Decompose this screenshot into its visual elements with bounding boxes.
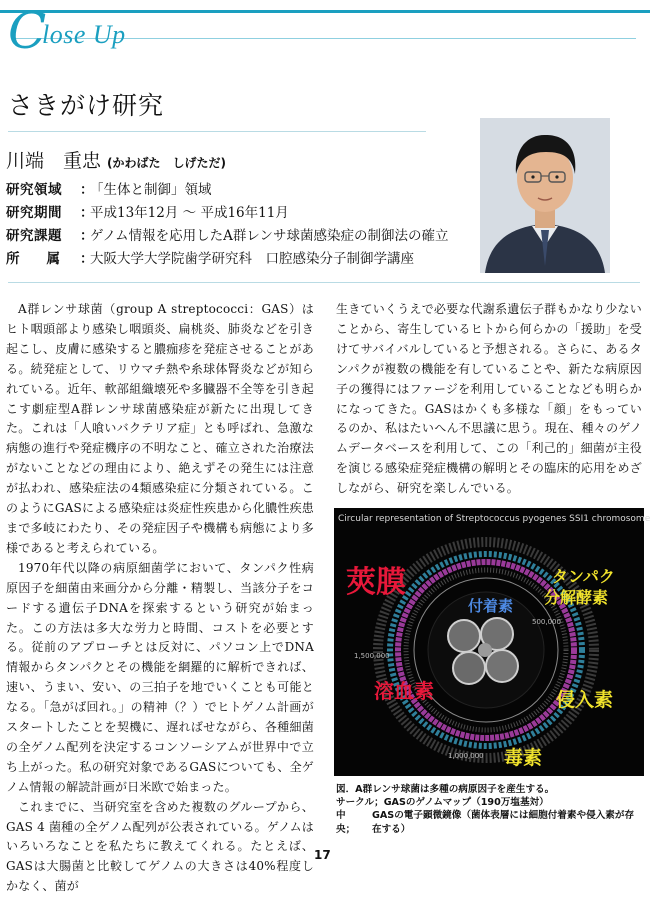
close-up-logo: [8, 2, 208, 60]
figure-top-text: Circular representation of Streptococcus pyogenes SSI1 chromosome: [338, 514, 650, 524]
research-field-row: [6, 179, 476, 202]
affiliation-label: 所 属: [6, 251, 60, 267]
tick-label: 1,000,000: [448, 752, 484, 760]
genome-map-figure: [334, 508, 650, 776]
research-topic-label: 研究課題: [6, 228, 62, 244]
caption-circle-label: サークル；: [336, 797, 384, 809]
body-rule: [8, 282, 640, 283]
label-protease-line1: タンパク: [552, 567, 615, 586]
colon: ：: [80, 251, 94, 267]
figure-caption: [336, 783, 642, 836]
article-left-column: [6, 300, 314, 897]
label-capsule: 莢膜: [346, 565, 406, 600]
colon: ：: [80, 182, 94, 198]
researcher-profile: [6, 146, 476, 271]
researcher-name: 川端 重忠: [6, 150, 102, 172]
article-paragraph: これまでに、当研究室を含めた複数のグループから、GAS 4 菌種の全ゲノム配列が公表されている。ゲノムはいろいろなことを私たちに教えてくれる。たとえば、GASは大腸菌と比較してゲノムの大きさは40%程度しかなく、菌が: [6, 799, 314, 894]
caption-center-row: [336, 809, 642, 835]
article-paragraph: 1970年代以降の病原細菌学において、タンパク性病原因子を細菌由来画分から分離・精製し、当該分子をコードする遺伝子DNAを探索するという研究が始まった。この方法は多大な労力と時間、コストを必要とする。従前のアプローチとは反対に、パソコン上でDNA情報からタンパクとその機能を網羅的に解析できれば、速い、うまい、安い、の三拍子を地でいくことも可能となる。「急がば回れ。」の精神（？）でヒトゲノム計画がスタートしたことを契機に、遅ればせながら、各種細菌の全ゲノム配列を決定するコンソーシアムが世界中で立ち上がった。私の研究対象であるGASについても、全ゲノム情報の解読計画が日米欧で始まった。: [6, 560, 314, 794]
caption-center-text: GASの電子顕微鏡像（菌体表層には細胞付着素や侵入素が存在する）: [372, 810, 635, 835]
label-protease-line2: 分解酵素: [544, 588, 609, 607]
logo-rest: lose Up: [42, 20, 126, 49]
portrait-illustration: [480, 118, 610, 273]
label-hemolysin: 溶血素: [374, 679, 434, 703]
research-topic-value: ゲノム情報を応用したA群レンサ球菌感染症の制御法の確立: [90, 228, 449, 244]
logo-initial: C: [8, 2, 47, 60]
caption-circle-text: GASのゲノムマップ（190万塩基対）: [383, 797, 549, 809]
colon: ：: [80, 228, 94, 244]
researcher-name-reading: (かわばた しげただ): [107, 156, 226, 170]
label-adhesin: 付着素: [468, 597, 514, 615]
research-field-label: 研究領域: [6, 182, 62, 198]
article-right-column: [336, 300, 642, 499]
researcher-photo: [480, 118, 610, 273]
affiliation-row: [6, 248, 476, 271]
caption-circle-row: [336, 796, 642, 809]
label-invasin: 侵入素: [556, 689, 614, 711]
tick-label: 500,000: [532, 618, 561, 626]
genome-map-graphic: [334, 508, 650, 776]
researcher-name-line: [6, 146, 476, 173]
title-rule: [8, 131, 426, 132]
label-toxin: 毒素: [504, 747, 543, 769]
article-paragraph: A群レンサ球菌（group A streptococci：GAS）はヒト咽頭部より感染し咽頭炎、扁桃炎、肺炎などを引き起こし、皮膚に感染すると膿痂疹を発症させることがある。続発症として、リウマチ熱や糸球体腎炎などが知られている。近年、軟部組織壊死や多臓器不全等を引き起こす劇症型A群レンサ球菌感染症が新たに出現してきた。これは「人喰いバクテリア症」とも呼ばれ、急激な病態の進行や発症機序の不明なこと、確立された治療法がないことなどの理由により、絶えずその発生には注意が払われ、感染症法の4類感染症に分類されている。このようにGASによる感染症は炎症性疾患から化膿性疾患まで多岐にわたり、その発症因子や機構も病態により多様であると考えられている。: [6, 302, 314, 555]
page-number: 17: [314, 848, 331, 862]
caption-center-label: 中 央；: [336, 810, 365, 835]
colon: ：: [80, 205, 94, 221]
article-paragraph-continued: 生きていくうえで必要な代謝系遺伝子群もかなり少ないことから、寄生しているヒトから何らかの「援助」を受けてサバイバルしていると予想される。さらに、あるタンパクが複数の機能を有していることや、新たな病原因子の獲得にはファージを利用していることなども明らかになってきた。GASはかくも多様な「顔」をもっているのか、私はたいへん不思議に思う。現在、種々のゲノムデータベースを利用して、この「利己的」細菌が主役を演じる感染症発症機構の解明とその臨床的応用をめざしながら、研究を楽しんでいる。: [336, 302, 642, 496]
research-period-label: 研究期間: [6, 205, 62, 221]
caption-title: 図．A群レンサ球菌は多種の病原因子を産生する。: [336, 784, 555, 795]
affiliation-value: 大阪大学大学院歯学研究科 口腔感染分子制御学講座: [90, 251, 414, 267]
research-topic-row: [6, 225, 476, 248]
research-period-value: 平成13年12月 〜 平成16年11月: [90, 205, 289, 221]
tick-label: 1,500,000: [354, 652, 390, 660]
research-field-value: 「生体と制御」領域: [90, 182, 212, 198]
research-period-row: [6, 202, 476, 225]
bacteria-micrograph: [448, 618, 518, 684]
page-title: さきがけ研究: [8, 91, 165, 120]
